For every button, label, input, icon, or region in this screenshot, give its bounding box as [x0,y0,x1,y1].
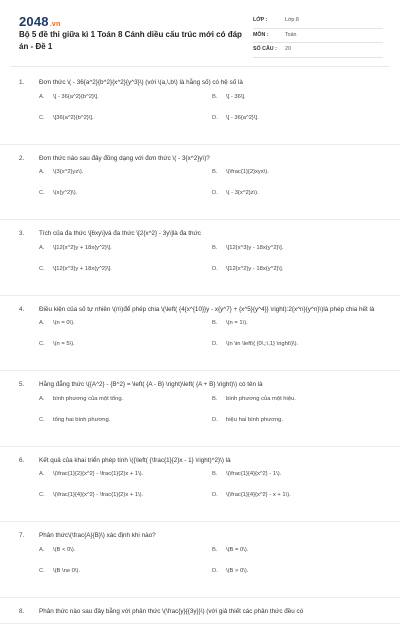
option-letter: C. [39,341,45,347]
option-text: \[ - 36{a^2}\]. [226,114,259,121]
question-number: 4. [19,305,25,313]
header-divider [10,66,390,67]
question-text: Phân thức\(\frac{A}{B}\) xác định khi nào? [39,532,156,539]
option-text: \(x{y^2}\). [53,190,78,196]
option-text: \[12{x^3}y - 18x{y^2}\]. [226,244,284,251]
meta-value: Lớp 8 [285,17,299,23]
option-text: \(3{x^2}yz\). [53,169,84,175]
option-letter: D. [212,341,218,347]
question-options [0,547,400,590]
meta-row-grade [253,14,383,29]
meta-value: Toán [285,31,297,38]
option-text: \(\frac{1}{4}{x^2} - \frac{1}{2}x + 1\). [53,492,144,498]
option-letter: B. [212,546,218,553]
meta-label: LỚP : [253,17,268,23]
question-text: Đơn thức \( - 36{a^2}{b^2}{x^2}{y^3}\) (với \(a,\,b\) là hằng số) có hệ số là [39,79,243,86]
option-letter: C. [39,190,45,196]
option-letter: C. [39,492,45,498]
option-text: \(\frac{1}{4}{x^2} - 1\). [226,471,282,477]
option-text: \( - 3{x^2}z\). [226,190,259,196]
option-text: \(B = 0\). [226,546,249,553]
meta-row-subject [253,29,383,44]
option-letter: A. [39,320,45,326]
option-letter: A. [39,244,45,251]
question-text: Hằng đẳng thức \({A^2} - {B^2} = \left( {A - B} \right)\left( {A + B} \right)\) có tên là [39,381,263,388]
option-letter: D. [212,492,218,498]
question-8 [0,607,400,625]
question-5 [0,380,400,447]
question-options [0,245,400,288]
question-options [0,396,400,439]
option-letter: A. [39,546,45,553]
option-text: \(n = 1\). [226,320,248,326]
option-text: \(n \in \left\{ {0\,;\,1} \right\}\). [226,341,299,347]
question-1 [0,78,400,145]
option-letter: A. [39,471,45,477]
option-text: \(B \ne 0\). [53,567,81,574]
option-letter: A. [39,169,45,175]
option-text: bình phương của một hiệu. [226,395,296,402]
option-letter: B. [212,244,218,251]
question-number: 2. [19,154,25,162]
option-letter: C. [39,416,45,423]
option-letter: A. [39,395,45,402]
option-letter: B. [212,471,218,477]
question-text: Điều kiện của số tự nhiên \(n\)để phép chia \(\left( {4{x^{10}}y - x{y^7} + {x^5}{y^4}} \right):2{x^n}{y^n}\)là phép chia hết là [39,305,375,313]
option-text: \(B < 0\). [53,546,76,553]
option-text: \(n = 0\). [53,320,75,326]
option-text: \[ - 36{a^2}{b^2}\]. [53,93,99,100]
question-number: 6. [19,456,25,464]
meta-row-count [253,43,383,58]
option-letter: D. [212,416,218,423]
option-text: \(n = 5\). [53,341,75,347]
question-list [0,78,400,633]
exam-title: Bộ 5 đề thi giữa kì 1 Toán 8 Cánh diều cấu trúc mới có đáp án - Đề 1 [19,30,242,51]
option-text: hiệu hai bình phương. [226,416,283,423]
logo-suffix: .vn [49,21,61,28]
option-letter: B. [212,320,218,326]
option-text: \(\frac{1}{2}{x^2} - \frac{1}{2}x + 1\). [53,471,144,477]
option-letter: B. [212,395,218,402]
question-options [0,320,400,363]
option-letter: C. [39,567,45,574]
question-3 [0,229,400,296]
option-letter: B. [212,93,218,100]
question-number: 8. [19,607,25,615]
site-logo[interactable] [19,14,60,29]
option-text: bình phương của một tổng. [53,395,124,402]
meta-label: MÔN : [253,31,269,38]
question-number: 7. [19,532,25,539]
exam-meta [253,14,383,58]
question-options [0,94,400,137]
option-text: \[ - 36\]. [226,93,246,100]
option-letter: C. [39,265,45,272]
question-2 [0,154,400,221]
question-text: Phân thức nào sau đây bằng với phân thức \(\frac{y}{{3y}}\) (với giả thiết các phân thức đều có [39,607,304,615]
question-number: 3. [19,230,25,237]
question-options [0,169,400,212]
question-7 [0,531,400,598]
question-4 [0,305,400,372]
question-6 [0,456,400,523]
option-letter: D. [212,190,218,196]
option-letter: C. [39,114,45,121]
logo-text: 2048 [19,14,49,29]
meta-value: 20 [285,46,291,52]
option-text: \(B > 0\). [226,567,249,574]
option-letter: D. [212,265,218,272]
option-letter: B. [212,169,218,175]
question-text: Đơn thức nào sau đây đồng dạng với đơn thức \( - 3{x^2}y\)? [39,154,210,162]
option-letter: D. [212,114,218,121]
option-text: \[12{x^2}y - 18x{y^2}\]. [226,265,284,272]
option-text: \[36{a^2}{b^2}\]. [53,114,94,121]
option-letter: D. [212,567,218,574]
question-number: 1. [19,79,25,86]
option-text: \[12{x^2}y + 18x{y^2}\]. [53,244,112,251]
option-text: tổng hai bình phương. [53,416,111,423]
option-text: \(\frac{1}{4}{x^2} - x + 1\). [226,492,291,498]
option-text: \(\frac{1}{2}xyx\). [226,169,269,175]
question-text: Kết quả của khai triển phép tính \({\left( {\frac{1}{2}x - 1} \right)^2}\) là [39,456,231,464]
question-number: 5. [19,381,25,388]
option-text: \[12{x^3}y + 18x{y^2}\]. [53,265,112,272]
question-options [0,471,400,514]
option-letter: A. [39,93,45,100]
meta-label: SỐ CÂU : [253,46,277,52]
question-text: Tích của đa thức \[6xy\]và đa thức \[2{x^2} - 3y\]là đa thức [39,230,201,237]
